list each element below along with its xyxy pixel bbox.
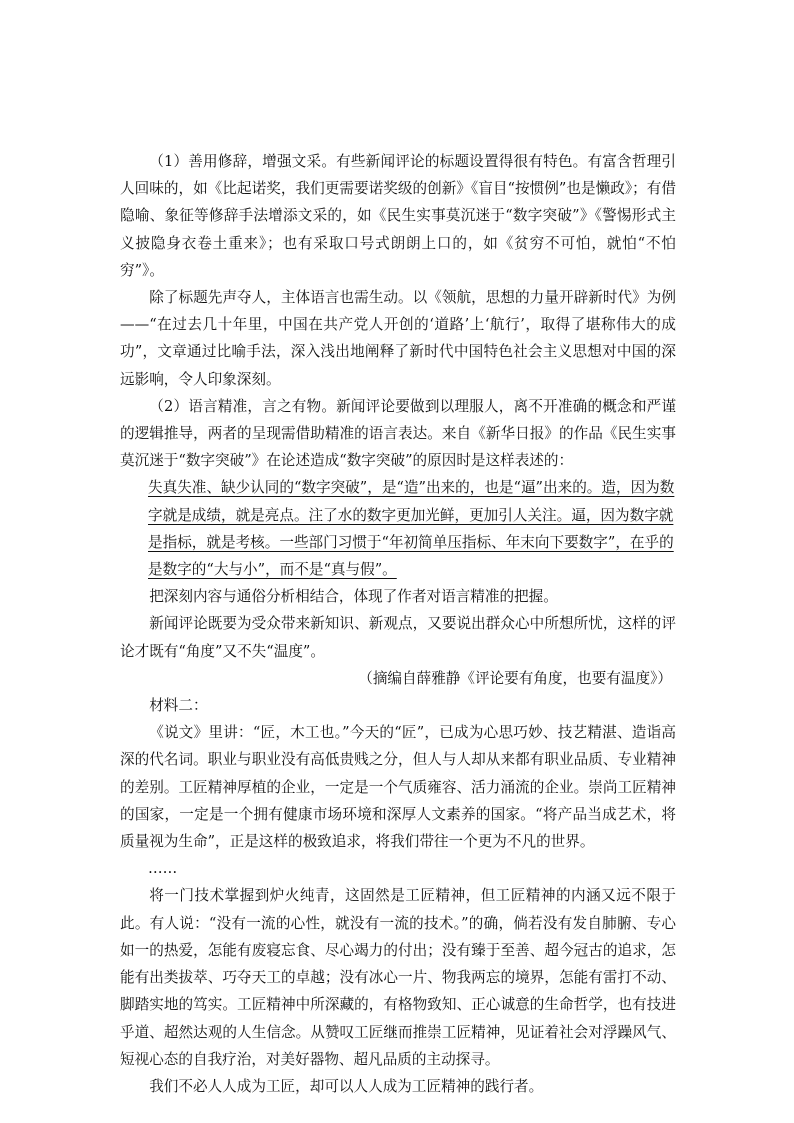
quoted-passage <box>120 474 676 583</box>
paragraph-precision: （2）语言精准，言之有物。新闻评论要做到以理服人，离不开准确的概念和严谨的逻辑推导，两者的呈现需借助精准的语言表达。来自《新华日报》的作品《民生实事莫沉迷于“数字突破”》在论述造成“数字突破”的原因时是这样表述的： <box>120 397 676 470</box>
underlined-quote-text: 失真失准、缺少认同的“数字突破”，是“造”出来的，也是“逼”出来的。造，因为数字就是成绩，就是亮点。注了水的数字更加光鲜，更加引人关注。逼，因为数字就是指标，就是考核。一些部门习惯于“年初简单压指标、年末向下要数字”，在乎的是数字的“大与小”，而不是“真与假”。 <box>148 479 675 579</box>
paragraph-shuowen: 《说文》里讲：“匠，木工也。”今天的“匠”，已成为心思巧妙、技艺精湛、造诣高深的代名词。职业与职业没有高低贵贱之分，但人与人却从来都有职业品质、专业精神的差别。工匠精神厚植的企业，一定是一个气质雍容、活力涌流的企业。崇尚工匠精神的国家，一定是一个拥有健康市场环境和深厚人文素养的国家。“将产品当成艺术，将质量视为生命”，正是这样的极致追求，将我们带往一个更为不凡的世界。 <box>120 724 676 851</box>
ellipsis: …… <box>148 860 178 878</box>
paragraph-combination: 把深刻内容与通俗分析相结合，体现了作者对语言精准的把握。 <box>149 588 558 606</box>
material-two-label: 材料二： <box>149 697 208 715</box>
document-page <box>120 148 676 1100</box>
paragraph-rhetoric: （1）善用修辞，增强文采。有些新闻评论的标题设置得很有特色。有富含哲理引人回味的，如《比起诺奖，我们更需要诺奖级的创新》《盲目“按惯例”也是懒政》；有借隐喻、象征等修辞手法增添文采的，如《民生实事莫沉迷于“数字突破”》《警惕形式主义披隐身衣卷土重来》；也有采取口号式朗朗上口的，如《贫穷不可怕，就怕“不怕穷”》。 <box>120 153 676 279</box>
source-citation: （摘编自薛雅静《评论要有角度，也要有温度》） <box>358 669 672 687</box>
paragraph-conclusion: 新闻评论既要为受众带来新知识、新观点，又要说出群众心中所想所忧，这样的评论才既有“角度”又不失“温度”。 <box>120 615 676 660</box>
paragraph-final: 我们不必人人成为工匠，却可以人人成为工匠精神的践行者。 <box>149 1077 544 1095</box>
paragraph-body-language: 除了标题先声夺人，主体语言也需生动。以《领航，思想的力量开辟新时代》为例——“在过去几十年里，中国在共产党人开创的‘道路’上‘航行’，取得了堪称伟大的成功”，文章通过比喻手法，深入浅出地阐释了新时代中国特色社会主义思想对中国的深远影响，令人印象深刻。 <box>120 289 676 388</box>
paragraph-craftsman-spirit: 将一门技术掌握到炉火纯青，这固然是工匠精神，但工匠精神的内涵又远不限于此。有人说：“没有一流的心性，就没有一流的技术。”的确，倘若没有发自肺腑、专心如一的热爱，怎能有废寝忘食、尽心竭力的付出；没有臻于至善、超今冠古的追求，怎能有出类拔萃、巧夺天工的卓越；没有冰心一片、物我两忘的境界，怎能有雷打不动、脚踏实地的笃实。工匠精神中所深藏的，有格物致知、正心诚意的生命哲学，也有技进乎道、超然达观的人生信念。从赞叹工匠继而推崇工匠精神，见证着社会对浮躁风气、短视心态的自我疗治，对美好器物、超凡品质的主动探寻。 <box>120 887 676 1068</box>
